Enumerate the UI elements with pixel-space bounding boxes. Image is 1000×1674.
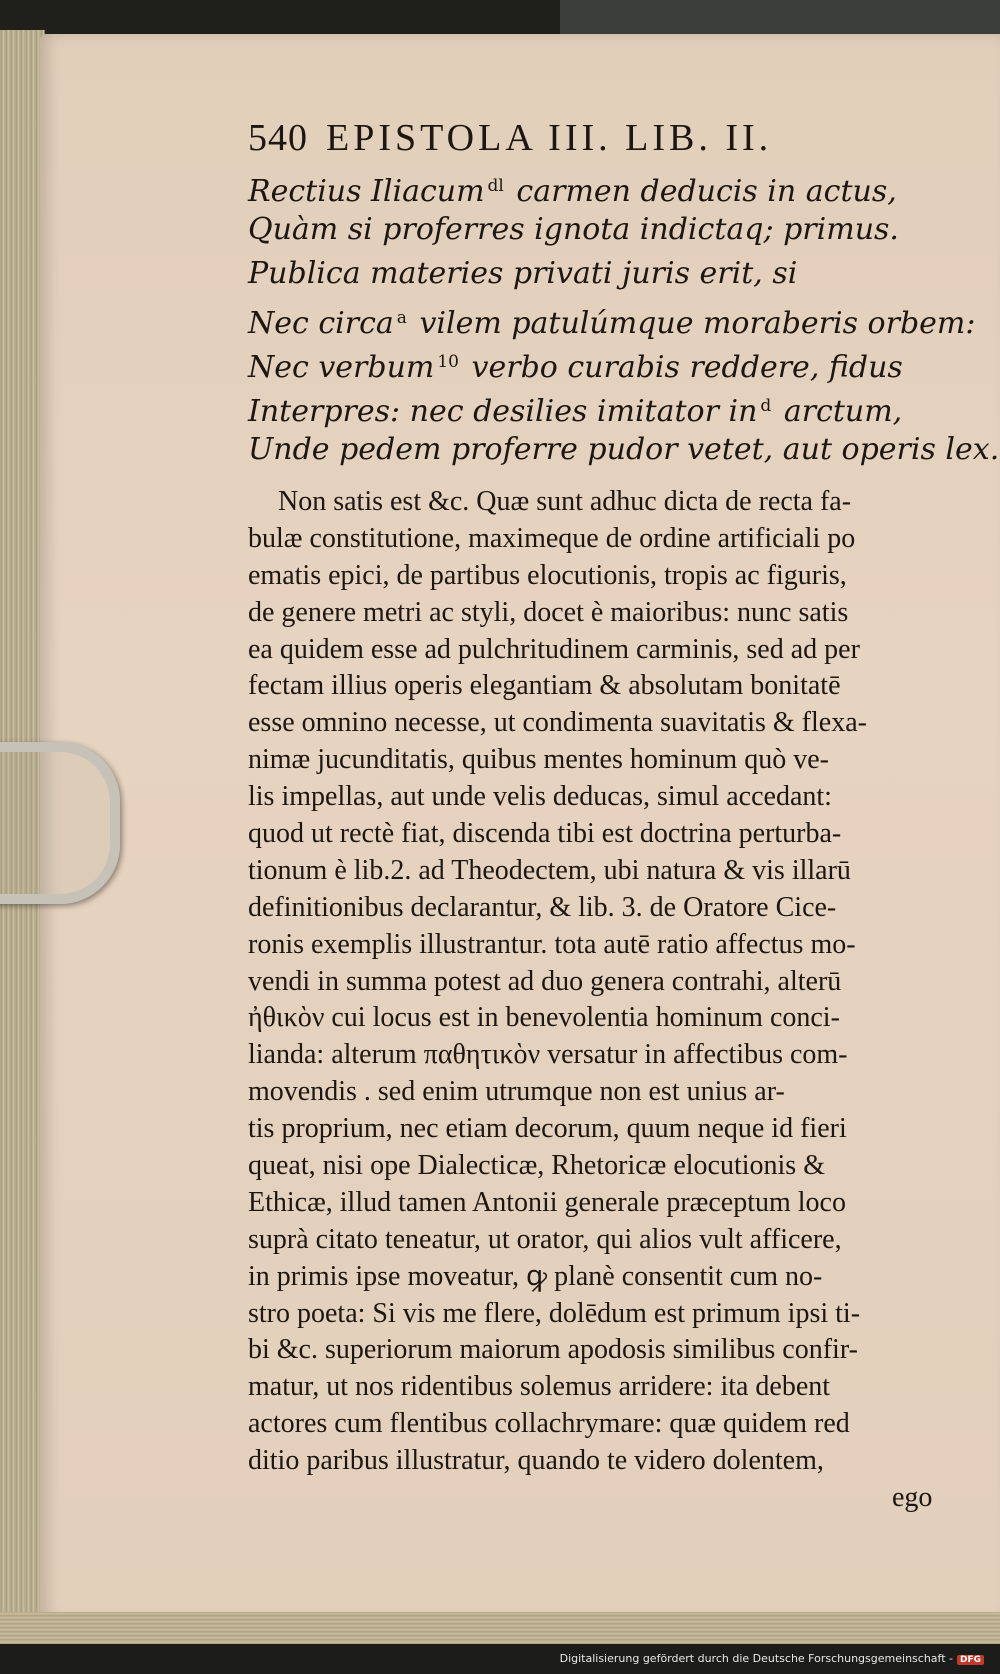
- commentary-line: suprà citato teneatur, ut orator, qui alios vult afficere,: [248, 1223, 842, 1255]
- commentary-line: lis impellas, aut unde velis deducas, simul accedant:: [248, 781, 832, 813]
- commentary-line: stro poeta: Si vis me flere, dolēdum est primum ipsi ti-: [248, 1297, 861, 1329]
- commentary-line: tionum è lib.2. ad Theodectem, ubi natura & vis illarū: [248, 854, 851, 886]
- commentary-line: queat, nisi ope Dialecticæ, Rhetoricæ elocutionis &: [248, 1150, 825, 1182]
- book-clasp: [0, 742, 120, 904]
- reference-mark: 10: [437, 352, 459, 372]
- verse-line: [248, 340, 948, 384]
- verse-text: Unde pedem proferre pudor vetet, aut operis lex.: [248, 432, 1000, 467]
- commentary-line: ditio paribus illustratur, quando te videro dolentem,: [248, 1445, 824, 1477]
- verse-line: [248, 164, 948, 208]
- reference-mark: d: [760, 396, 772, 416]
- verse-text: carmen deducis in actus,: [506, 174, 897, 209]
- commentary-line: in primis ipse moveatur, ꝙ planè consentit cum no-: [248, 1260, 823, 1292]
- commentary-line: bi &c. superiorum maiorum apodosis similibus confir-: [248, 1334, 858, 1366]
- commentary-line: actores cum flentibus collachrymare: quæ quidem red: [248, 1408, 850, 1440]
- verse-text: Interpres: nec desilies imitator in: [248, 394, 758, 429]
- verse-line: [248, 296, 976, 341]
- page-text: [248, 117, 1000, 1480]
- commentary-line: lianda: alterum παθητικὸν versatur in affectibus com-: [248, 1039, 848, 1071]
- commentary-line: nimæ jucunditatis, quibus mentes hominum quò ve-: [248, 744, 829, 776]
- running-title: EPISTOLA III. LIB. II.: [326, 117, 773, 159]
- commentary-line: Ethicæ, illud tamen Antonii generale præceptum loco: [248, 1186, 846, 1218]
- verse-line: [248, 384, 948, 428]
- reference-mark: dl: [487, 176, 504, 196]
- commentary-line: quod ut rectè fiat, discenda tibi est doctrina perturba-: [248, 818, 842, 850]
- commentary-block: [248, 484, 948, 1480]
- commentary-line: definitionibus declarantur, & lib. 3. de Oratore Cice-: [248, 891, 837, 923]
- commentary-line: Non satis est &c. Quæ sunt adhuc dicta de recta fa-: [278, 486, 852, 517]
- commentary-line: ematis epici, de partibus elocutionis, tropis ac figuris,: [248, 559, 847, 591]
- commentary-line: matur, ut nos ridentibus solemus arridere: ita debent: [248, 1371, 831, 1403]
- commentary-line: tis proprium, nec etiam decorum, quum neque id fieri: [248, 1113, 847, 1145]
- verse-text: vilem patulúmque moraberis orbem:: [409, 306, 976, 341]
- commentary-line: ἠθικὸν cui locus est in benevolentia hominum conci-: [248, 1002, 840, 1034]
- verse-text: Quàm si proferres ignota indictaq; primus.: [248, 212, 899, 247]
- commentary-line: de genere metri ac styli, docet è maioribus: nunc satis: [248, 596, 849, 628]
- verse-text: arctum,: [774, 394, 903, 429]
- commentary-line: esse omnino necesse, ut condimenta suavitatis & flexa-: [248, 707, 867, 739]
- verse-text: Nec verbum: [248, 350, 435, 385]
- commentary-line: vendi in summa potest ad duo genera contrahi, alterū: [248, 965, 842, 997]
- commentary-line: movendis . sed enim utrumque non est unius ar-: [248, 1076, 785, 1108]
- funding-credit-text: Digitalisierung gefördert durch die Deutsche Forschungsgemeinschaft -: [559, 1652, 953, 1665]
- commentary-line: fectam illius operis elegantiam & absolutam bonitatē: [248, 670, 841, 702]
- commentary-line: ronis exemplis illustrantur. tota autē ratio affectus mo-: [248, 928, 856, 960]
- verse-block: [248, 164, 1000, 472]
- footer-credit: [560, 1652, 984, 1665]
- page-edges-bottom: [0, 1612, 1000, 1646]
- verse-text: Rectius Iliacum: [248, 174, 485, 209]
- page-number: 540: [248, 117, 308, 159]
- dfg-logo-icon: DFG: [957, 1655, 984, 1665]
- verse-text: Nec circa: [248, 306, 394, 341]
- running-head: [248, 118, 948, 164]
- verse-line: [248, 208, 948, 252]
- verse-text: verbo curabis reddere, fidus: [462, 350, 903, 385]
- reference-mark: a: [396, 308, 407, 328]
- verse-line: [248, 252, 948, 296]
- commentary-line: bulæ constitutione, maximeque de ordine artificiali po: [248, 522, 856, 554]
- catchword: ego: [892, 1482, 933, 1513]
- verse-line: [248, 428, 1000, 472]
- verse-text: Publica materies privati juris erit, si: [248, 256, 798, 291]
- commentary-line: ea quidem esse ad pulchritudinem carminis, sed ad per: [248, 633, 860, 665]
